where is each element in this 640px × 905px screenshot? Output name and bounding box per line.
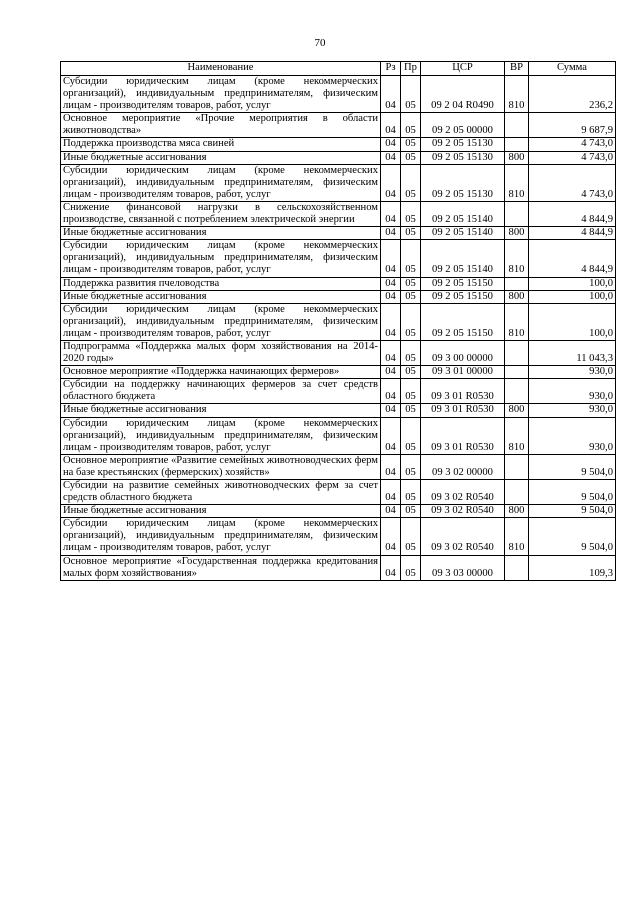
target-article-code: 09 3 01 R0530 [421,379,505,404]
subsection-code: 05 [401,340,421,365]
expense-type-code: 810 [505,164,529,201]
amount: 9 504,0 [529,454,616,479]
item-name: Поддержка производства мяса свиней [61,138,381,151]
target-article-code: 09 3 02 R0540 [421,518,505,555]
table-row [61,480,616,505]
section-code: 04 [381,555,401,580]
table-row [61,277,616,290]
table-row [61,417,616,454]
item-name: Основное мероприятие «Государственная поддержка кредитования малых форм хозяйствования» [61,555,381,580]
expense-type-code [505,480,529,505]
section-code: 04 [381,480,401,505]
table-row [61,240,616,277]
expense-type-code: 800 [505,227,529,240]
table-row [61,303,616,340]
subsection-code: 05 [401,404,421,417]
expense-type-code [505,340,529,365]
section-code: 04 [381,518,401,555]
amount: 4 743,0 [529,138,616,151]
item-name: Основное мероприятие «Прочие мероприятия в области животноводства» [61,113,381,138]
target-article-code: 09 3 01 R0530 [421,417,505,454]
section-code: 04 [381,404,401,417]
target-article-code: 09 2 04 R0490 [421,76,505,113]
target-article-code: 09 2 05 00000 [421,113,505,138]
expense-type-code [505,555,529,580]
item-name: Иные бюджетные ассигнования [61,404,381,417]
table-header [61,62,616,76]
amount: 930,0 [529,366,616,379]
item-name: Иные бюджетные ассигнования [61,290,381,303]
table-row [61,164,616,201]
item-name: Субсидии на развитие семейных животноводческих ферм за счет средств областного бюджета [61,480,381,505]
amount: 930,0 [529,379,616,404]
header-csr: ЦСР [421,62,505,76]
target-article-code: 09 2 05 15130 [421,138,505,151]
section-code: 04 [381,454,401,479]
subsection-code: 05 [401,379,421,404]
subsection-code: 05 [401,555,421,580]
section-code: 04 [381,227,401,240]
expense-type-code [505,454,529,479]
item-name: Основное мероприятие «Поддержка начинающих фермеров» [61,366,381,379]
section-code: 04 [381,113,401,138]
amount: 9 504,0 [529,480,616,505]
amount: 109,3 [529,555,616,580]
table-row [61,366,616,379]
table-body [61,76,616,581]
amount: 4 844,9 [529,227,616,240]
subsection-code: 05 [401,164,421,201]
target-article-code: 09 2 05 15140 [421,201,505,226]
subsection-code: 05 [401,366,421,379]
amount: 4 743,0 [529,151,616,164]
item-name: Снижение финансовой нагрузки в сельскохозяйственном производстве, связанной с потреблением электрической энергии [61,201,381,226]
header-rz: Рз [381,62,401,76]
subsection-code: 05 [401,76,421,113]
expense-type-code: 800 [505,404,529,417]
section-code: 04 [381,201,401,226]
header-sum: Сумма [529,62,616,76]
section-code: 04 [381,303,401,340]
expense-type-code: 810 [505,417,529,454]
expense-type-code: 810 [505,518,529,555]
item-name: Субсидии юридическим лицам (кроме некоммерческих организаций), индивидуальным предпринимателям, физическим лицам - производителям товаров, работ, услуг [61,240,381,277]
section-code: 04 [381,240,401,277]
subsection-code: 05 [401,303,421,340]
section-code: 04 [381,505,401,518]
subsection-code: 05 [401,518,421,555]
expense-type-code [505,201,529,226]
subsection-code: 05 [401,505,421,518]
target-article-code: 09 2 05 15130 [421,151,505,164]
table-row [61,113,616,138]
subsection-code: 05 [401,151,421,164]
table-row [61,340,616,365]
target-article-code: 09 3 03 00000 [421,555,505,580]
amount: 9 504,0 [529,518,616,555]
target-article-code: 09 2 05 15150 [421,290,505,303]
item-name: Субсидии юридическим лицам (кроме некоммерческих организаций), индивидуальным предпринимателям, физическим лицам - производителям товаров, работ, услуг [61,417,381,454]
section-code: 04 [381,340,401,365]
item-name: Субсидии юридическим лицам (кроме некоммерческих организаций), индивидуальным предпринимателям, физическим лицам - производителям товаров, работ, услуг [61,303,381,340]
amount: 930,0 [529,404,616,417]
target-article-code: 09 2 05 15140 [421,240,505,277]
target-article-code: 09 2 05 15140 [421,227,505,240]
table-row [61,151,616,164]
item-name: Субсидии на поддержку начинающих фермеров за счет средств областного бюджета [61,379,381,404]
item-name: Иные бюджетные ассигнования [61,505,381,518]
expense-type-code [505,138,529,151]
target-article-code: 09 3 02 R0540 [421,505,505,518]
table-row [61,227,616,240]
section-code: 04 [381,277,401,290]
expense-type-code [505,366,529,379]
amount: 236,2 [529,76,616,113]
header-pr: Пр [401,62,421,76]
subsection-code: 05 [401,454,421,479]
subsection-code: 05 [401,290,421,303]
item-name: Подпрограмма «Поддержка малых форм хозяйствования на 2014-2020 годы» [61,340,381,365]
subsection-code: 05 [401,277,421,290]
expense-type-code: 810 [505,303,529,340]
section-code: 04 [381,366,401,379]
section-code: 04 [381,138,401,151]
amount: 9 687,9 [529,113,616,138]
item-name: Субсидии юридическим лицам (кроме некоммерческих организаций), индивидуальным предпринимателям, физическим лицам - производителям товаров, работ, услуг [61,518,381,555]
subsection-code: 05 [401,201,421,226]
amount: 9 504,0 [529,505,616,518]
expense-type-code: 810 [505,240,529,277]
expense-type-code: 800 [505,151,529,164]
expense-type-code: 810 [505,76,529,113]
section-code: 04 [381,379,401,404]
amount: 100,0 [529,277,616,290]
item-name: Иные бюджетные ассигнования [61,151,381,164]
amount: 4 844,9 [529,240,616,277]
subsection-code: 05 [401,240,421,277]
amount: 4 844,9 [529,201,616,226]
item-name: Субсидии юридическим лицам (кроме некоммерческих организаций), индивидуальным предпринимателям, физическим лицам - производителям товаров, работ, услуг [61,164,381,201]
expense-type-code [505,277,529,290]
expense-type-code [505,113,529,138]
target-article-code: 09 2 05 15130 [421,164,505,201]
amount: 11 043,3 [529,340,616,365]
subsection-code: 05 [401,227,421,240]
target-article-code: 09 3 02 R0540 [421,480,505,505]
amount: 100,0 [529,290,616,303]
item-name: Иные бюджетные ассигнования [61,227,381,240]
amount: 930,0 [529,417,616,454]
target-article-code: 09 3 02 00000 [421,454,505,479]
table-row [61,555,616,580]
table-row [61,201,616,226]
page-number: 70 [314,37,326,49]
amount: 4 743,0 [529,164,616,201]
amount: 100,0 [529,303,616,340]
budget-table [60,61,616,581]
expense-type-code: 800 [505,505,529,518]
target-article-code: 09 2 05 15150 [421,303,505,340]
section-code: 04 [381,76,401,113]
expense-type-code: 800 [505,290,529,303]
subsection-code: 05 [401,417,421,454]
table-row [61,454,616,479]
table-row [61,505,616,518]
subsection-code: 05 [401,113,421,138]
table-row [61,518,616,555]
header-row [61,62,616,76]
table-row [61,138,616,151]
item-name: Основное мероприятие «Развитие семейных животноводческих ферм на базе крестьянских (фермерских) хозяйств» [61,454,381,479]
header-name: Наименование [61,62,381,76]
table-row [61,76,616,113]
table-row [61,290,616,303]
section-code: 04 [381,417,401,454]
section-code: 04 [381,151,401,164]
header-vr: ВР [505,62,529,76]
section-code: 04 [381,290,401,303]
section-code: 04 [381,164,401,201]
subsection-code: 05 [401,138,421,151]
table-row [61,379,616,404]
item-name: Субсидии юридическим лицам (кроме некоммерческих организаций), индивидуальным предпринимателям, физическим лицам - производителям товаров, работ, услуг [61,76,381,113]
target-article-code: 09 3 01 R0530 [421,404,505,417]
target-article-code: 09 2 05 15150 [421,277,505,290]
target-article-code: 09 3 00 00000 [421,340,505,365]
expense-type-code [505,379,529,404]
subsection-code: 05 [401,480,421,505]
table-row [61,404,616,417]
target-article-code: 09 3 01 00000 [421,366,505,379]
item-name: Поддержка развития пчеловодства [61,277,381,290]
